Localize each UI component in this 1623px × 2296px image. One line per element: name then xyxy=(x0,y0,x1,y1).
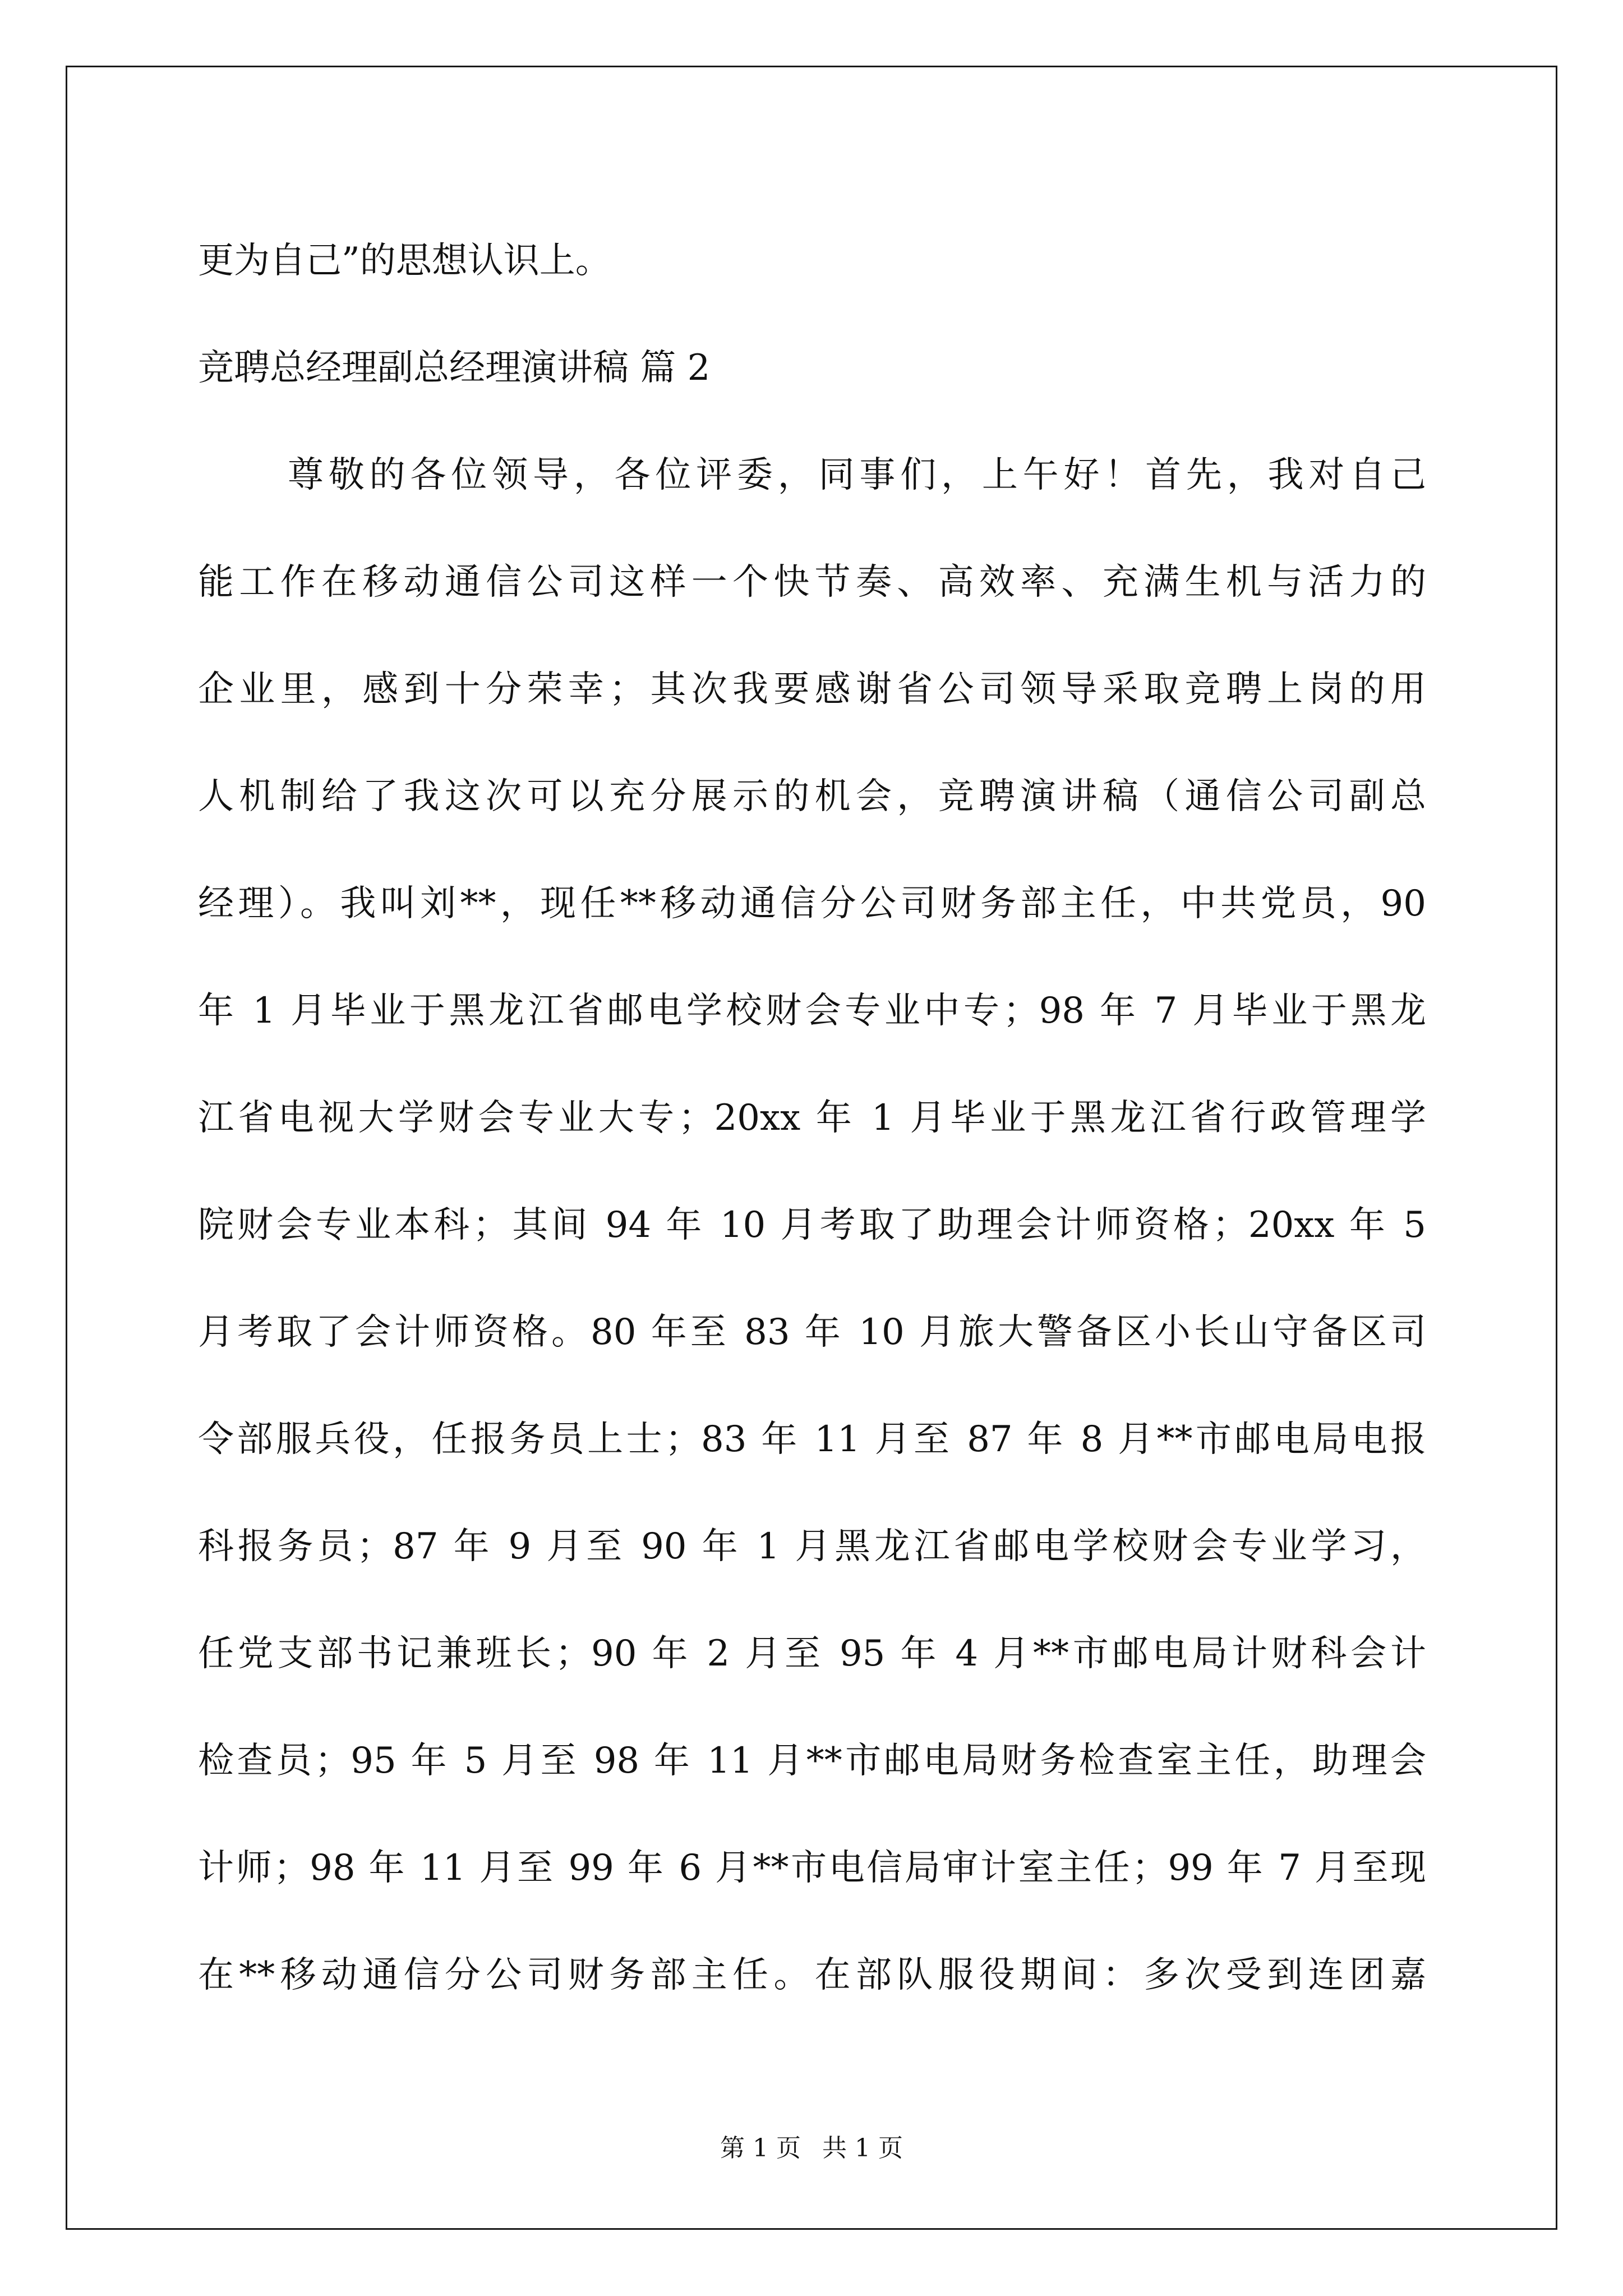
text-line-9: 江省电视大学财会专业大专；20xx 年 1 月毕业于黑龙江省行政管理学 xyxy=(198,1097,1426,1139)
section-heading: 竞聘总经理副总经理演讲稿 篇 2 xyxy=(198,347,711,389)
page-footer xyxy=(0,2132,1623,2165)
text-line-6: 人机制给了我这次可以充分展示的机会，竞聘演讲稿（通信公司副总 xyxy=(198,776,1426,817)
text-line-11: 月考取了会计师资格。80 年至 83 年 10 月旅大警备区小长山守备区司 xyxy=(198,1312,1426,1353)
text-line-3: 尊敬的各位领导，各位评委，同事们，上午好！首先，我对自己 xyxy=(288,454,1426,496)
text-line-13: 科报务员；87 年 9 月至 90 年 1 月黑龙江省邮电学校财会专业学习， xyxy=(198,1526,1426,1567)
document-body xyxy=(198,208,1426,2029)
text-line-17: 在**移动通信分公司财务部主任。在部队服役期间：多次受到连团嘉 xyxy=(198,1954,1426,1996)
text-line-5: 企业里，感到十分荣幸；其次我要感谢省公司领导采取竞聘上岗的用 xyxy=(198,669,1426,710)
text-line-7: 经理）。我叫刘**，现任**移动通信分公司财务部主任，中共党员，90 xyxy=(198,883,1426,924)
text-line-10: 院财会专业本科；其间 94 年 10 月考取了助理会计师资格；20xx 年 5 xyxy=(198,1204,1426,1246)
text-line-12: 令部服兵役，任报务员上士；83 年 11 月至 87 年 8 月**市邮电局电报 xyxy=(198,1419,1426,1460)
text-line-16: 计师；98 年 11 月至 99 年 6 月**市电信局审计室主任；99 年 7 月至现 xyxy=(198,1847,1426,1889)
page-total: 共 1 页 xyxy=(822,2134,903,2162)
text-line-8: 年 1 月毕业于黑龙江省邮电学校财会专业中专；98 年 7 月毕业于黑龙 xyxy=(198,990,1426,1032)
text-line-14: 任党支部书记兼班长；90 年 2 月至 95 年 4 月**市邮电局计财科会计 xyxy=(198,1633,1426,1674)
text-line-4: 能工作在移动通信公司这样一个快节奏、高效率、充满生机与活力的 xyxy=(198,562,1426,603)
page-number: 第 1 页 xyxy=(720,2134,801,2162)
text-line-1: 更为自己”的思想认识上。 xyxy=(198,240,611,282)
text-line-15: 检查员；95 年 5 月至 98 年 11 月**市邮电局财务检查室主任，助理会 xyxy=(198,1740,1426,1782)
